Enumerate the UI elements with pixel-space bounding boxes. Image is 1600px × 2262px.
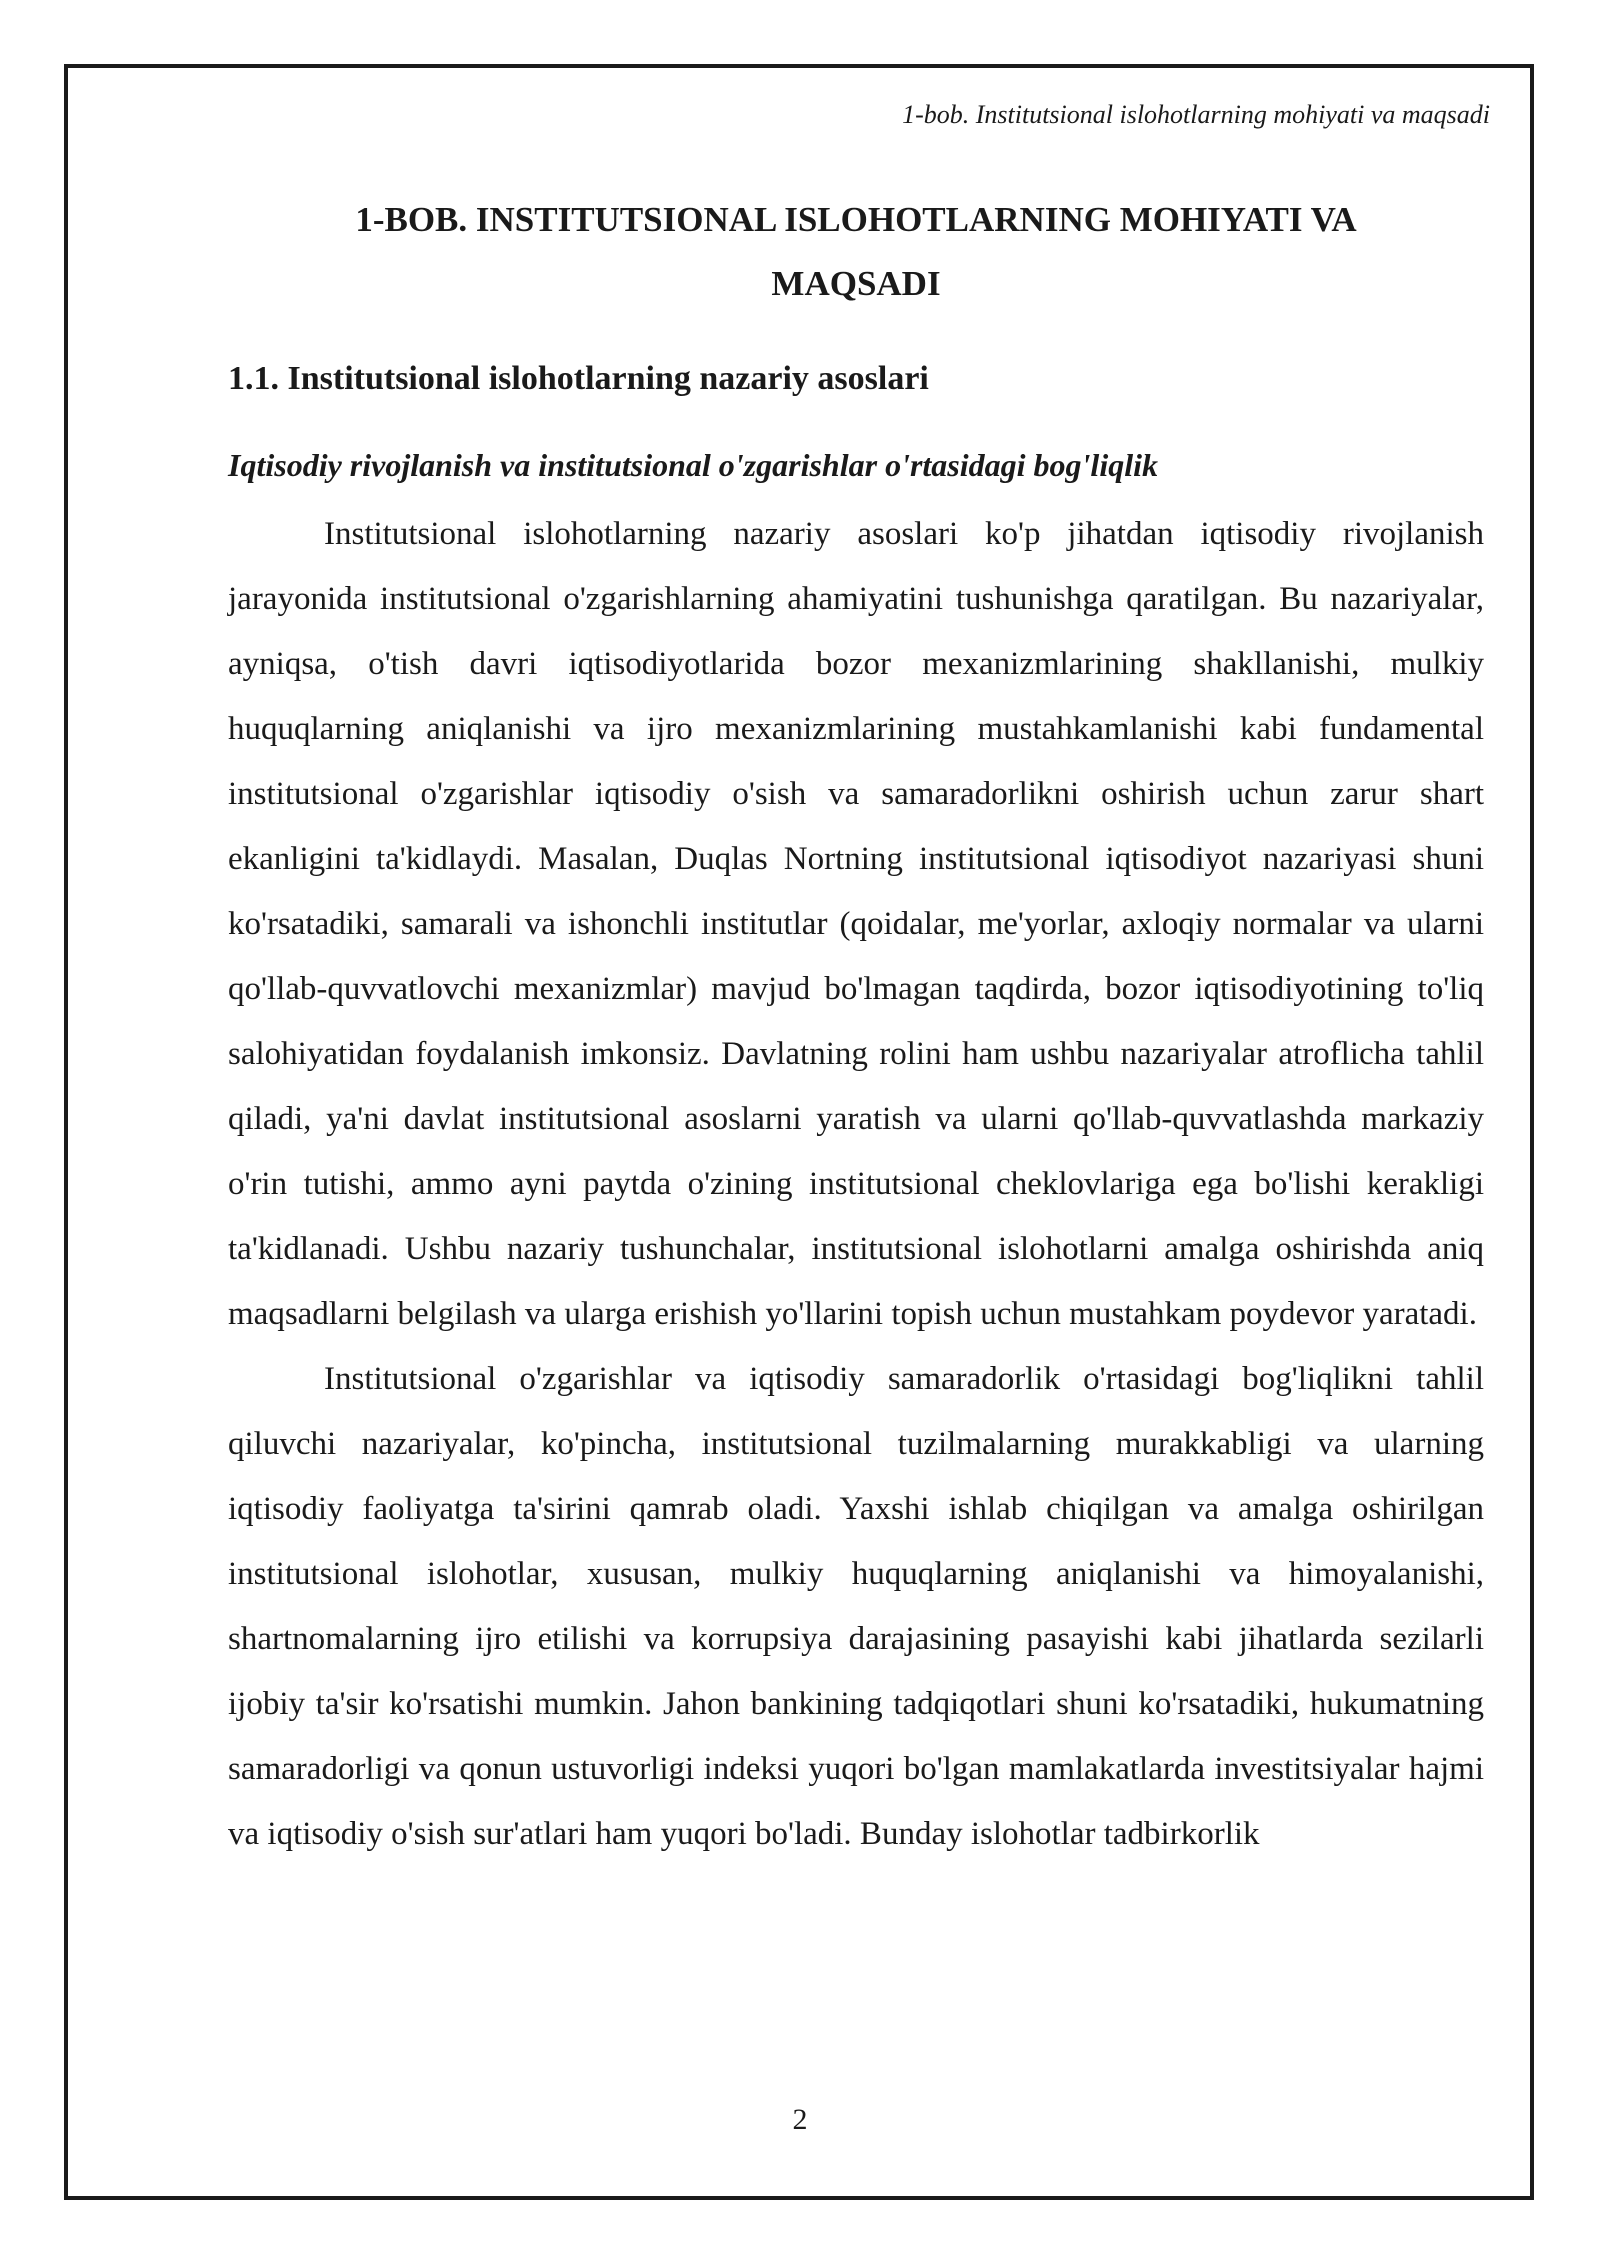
page-number: 2 [792,2103,808,2136]
body-paragraph: Institutsional o'zgarishlar va iqtisodiy samaradorlik o'rtasidagi bog'liqlikni tahlil qiluvchi nazariyalar, ko'pincha, institutsional tuzilmalarning murakkabligi va ularning iqtisodiy faoliyatga ta'sirini qamrab oladi. Yaxshi ishlab chiqilgan va amalga oshirilgan institutsional islohotlar, xususan, mulkiy huquqlarning aniqlanishi va himoyalanishi, shartnomalarning ijro etilishi va korrupsiya darajasining pasayishi kabi jihatlarda sezilarli ijobiy ta'sir ko'rsatishi mumkin. Jahon bankining tadqiqotlari shuni ko'rsatadiki, hukumatning samaradorligi va qonun ustuvorligi indeksi yuqori bo'lgan mamlakatlarda investitsiyalar hajmi va iqtisodiy o'sish sur'atlari ham yuqori bo'ladi. Bunday islohotlar tadbirkorlik [228,1361,1484,1852]
subsection-title: Iqtisodiy rivojlanish va institutsional o'zgarishlar o'rtasidagi bog'liqlik [228,447,1158,483]
body-paragraph: Institutsional islohotlarning nazariy asoslari ko'p jihatdan iqtisodiy rivojlanish jarayonida institutsional o'zgarishlarning ahamiyatini tushunishga qaratilgan. Bu nazariyalar, ayniqsa, o'tish davri iqtisodiyotlarida bozor mexanizmlarining shakllanishi, mulkiy huquqlarning aniqlanishi va ijro mexanizmlarining mustahkamlanishi kabi fundamental institutsional o'zgarishlar iqtisodiy o'sish va samaradorlikni oshirish uchun zarur shart ekanligini ta'kidlaydi. Masalan, Duqlas Nortning institutsional iqtisodiyot nazariyasi shuni ko'rsatadiki, samarali va ishonchli institutlar (qoidalar, me'yorlar, axloqiy normalar va ularni qo'llab-quvvatlovchi mexanizmlar) mavjud bo'lmagan taqdirda, bozor iqtisodiyotining to'liq salohiyatidan foydalanish imkonsiz. Davlatning rolini ham ushbu nazariyalar atroflicha tahlil qiladi, ya'ni davlat institutsional asoslarni yaratish va ularni qo'llab-quvvatlashda markaziy o'rin tutishi, ammo ayni paytda o'zining institutsional cheklovlariga ega bo'lishi kerakligi ta'kidlanadi. Ushbu nazariy tushunchalar, institutsional islohotlarni amalga oshirishda aniq maqsadlarni belgilash va ularga erishish yo'llarini topish uchun mustahkam poydevor yaratadi. [228,516,1484,1332]
section-title: 1.1. Institutsional islohotlarning nazariy asoslari [228,360,929,397]
chapter-title: 1-BOB. INSTITUTSIONAL ISLOHOTLARNING MOHIYATI VA MAQSADI [355,200,1357,303]
running-header: 1-bob. Institutsional islohotlarning mohiyati va maqsadi [902,100,1490,129]
page-content [228,176,1484,1867]
